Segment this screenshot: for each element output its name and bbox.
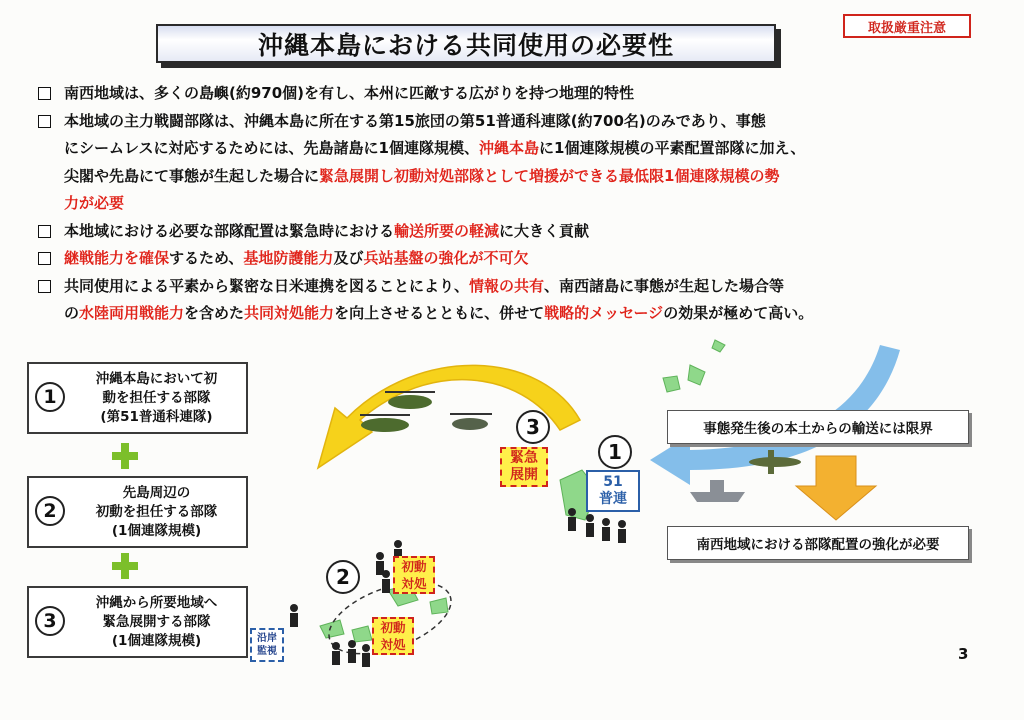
tag-51st-regiment (586, 470, 640, 512)
unit-line: (1個連隊規模) (111, 522, 202, 539)
unit-line: 沖縄から所要地域へ (95, 594, 218, 611)
tag-initial-response-2 (372, 617, 414, 655)
circle-number-1: 1 (35, 382, 65, 412)
bullet-text: を向上させるとともに、併せて (334, 304, 545, 322)
bullet-text: 共同使用による平素から緊密な日米連携を図ることにより、 (64, 276, 470, 295)
unit-line: 動を担任する部隊 (102, 389, 211, 406)
bullet-text-red: 兵站基盤の強化が不可欠 (363, 249, 529, 267)
island-small (430, 598, 448, 614)
tag-line: 51 (603, 474, 623, 490)
tag-line: 初動 (380, 620, 406, 635)
soldier-icon (290, 604, 298, 627)
bullet-text: 尖閣や先島にて事態が生起した場合に (64, 166, 320, 185)
bullet-text-red: 基地防護能力 (243, 249, 334, 267)
bullet-text-red: 情報の共有 (469, 276, 545, 295)
bullet-1-text: 南西地域は、多くの島嶼(約970個)を有し、本州に匹敵する広がりを持つ地理的特性 (64, 84, 635, 102)
island-small (352, 626, 372, 642)
tag-line: 監視 (257, 646, 277, 657)
tag-line: 初動 (401, 559, 427, 574)
tag-coastal-surveillance (250, 628, 284, 662)
unit-line: 初動を担任する部隊 (95, 503, 218, 520)
bullet-text: を含めた (184, 304, 245, 322)
unit-line: 沖縄本島において初 (95, 370, 218, 387)
bullet-text-red: 緊急展開し初動対処部隊として増援ができる最低限1個連隊規模の勢 (319, 166, 780, 185)
soldier-group (332, 640, 370, 667)
bullet-text: に大きく貢献 (499, 221, 590, 240)
island-small (320, 620, 344, 638)
bullet-text: に1個連隊規模の平素配置部隊に加え、 (539, 139, 806, 157)
down-arrow (796, 456, 876, 520)
box-transport-limit: 事態発生後の本土からの輸送には限界 (667, 410, 969, 444)
circle-number-1: 1 (598, 435, 632, 469)
bullet-text: の効果が極めて高い。 (663, 304, 814, 322)
circle-number-2: 2 (35, 496, 65, 526)
bullet-text: の (64, 304, 80, 322)
unit-line: 先島周辺の (122, 484, 191, 501)
tag-line: 普連 (599, 491, 627, 507)
bullet-text: 本地域における必要な部隊配置は緊急時における (64, 221, 395, 240)
bullet-2-line-4: 力が必要 (64, 194, 125, 212)
page-title: 沖縄本島における共同使用の必要性 (156, 24, 776, 63)
island-small (663, 376, 680, 392)
bullet-text: にシームレスに対応するためには、先島諸島に1個連隊規模、 (64, 139, 479, 157)
circle-number-3: 3 (35, 606, 65, 636)
circle-number-2: 2 (326, 560, 360, 594)
tag-line: 沿岸 (257, 633, 277, 644)
unit-line: (第51普通科連隊) (100, 408, 213, 425)
bullet-text: するため、 (169, 249, 244, 267)
bullet-text-red: 沖縄本島 (479, 139, 540, 157)
bullet-text: 、南西諸島に事態が生起した場合等 (544, 276, 785, 295)
bullet-text: 及び (333, 249, 364, 267)
box-strengthen-deployment: 南西地域における部隊配置の強化が必要 (667, 526, 969, 560)
bullet-text-red: 戦略的メッセージ (544, 304, 664, 322)
helicopter-icon (450, 414, 492, 430)
bullet-text-red: 共同対処能力 (244, 304, 335, 322)
tag-line: 対処 (401, 576, 427, 591)
tag-emergency-deploy (500, 447, 548, 487)
tag-line: 緊急 (510, 450, 538, 466)
page-number: 3 (958, 645, 969, 663)
confidential-stamp: 取扱厳重注意 (843, 14, 971, 38)
unit-line: (1個連隊規模) (111, 632, 202, 649)
unit-line: 緊急展開する部隊 (102, 613, 211, 630)
tag-line: 展開 (510, 467, 538, 483)
tag-initial-response-1 (393, 556, 435, 594)
bullet-text-red: 水陸両用戦能力 (79, 304, 185, 322)
ship-icon (690, 480, 745, 502)
island-okinawa (688, 365, 705, 385)
tag-line: 対処 (380, 637, 406, 652)
helicopter-icon (360, 415, 410, 432)
island-small (712, 340, 725, 352)
bullet-text-red: 輸送所要の軽減 (394, 221, 500, 240)
bullet-text: 本地域の主力戦闘部隊は、沖縄本島に所在する第15旅団の第51普通科連隊(約700名)のみであり、事態 (64, 111, 766, 130)
circle-number-3: 3 (516, 410, 550, 444)
bullet-text-red: 継戦能力を確保 (64, 249, 170, 267)
